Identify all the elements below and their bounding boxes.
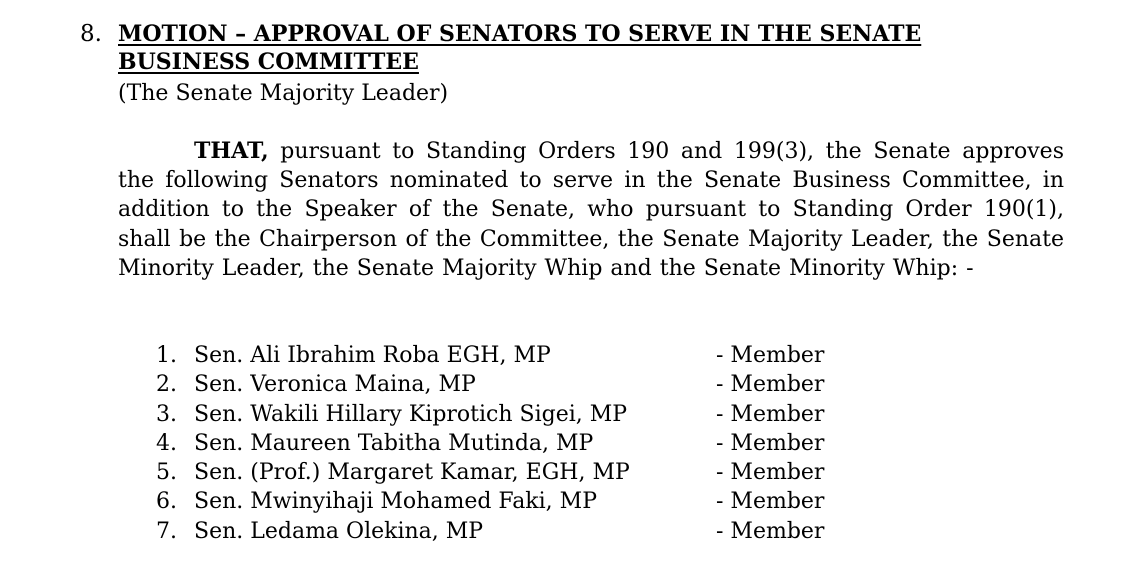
member-name: Sen. (Prof.) Margaret Kamar, EGH, MP xyxy=(194,460,630,486)
member-number: 4. xyxy=(156,430,177,456)
member-name: Sen. Mwinyihaji Mohamed Faki, MP xyxy=(194,489,597,515)
member-list xyxy=(156,341,856,546)
member-row xyxy=(156,370,856,399)
member-role: - Member xyxy=(716,401,825,427)
member-number: 2. xyxy=(156,372,177,398)
member-name: Sen. Ali Ibrahim Roba EGH, MP xyxy=(194,343,551,368)
member-number: 7. xyxy=(156,518,177,544)
member-number: 3. xyxy=(156,401,177,427)
member-role: - Member xyxy=(716,489,825,515)
member-role: - Member xyxy=(716,460,825,486)
member-name: Sen. Veronica Maina, MP xyxy=(194,372,476,398)
member-row xyxy=(156,429,856,458)
member-role: - Member xyxy=(716,372,825,398)
motion-heading-line-1: MOTION – APPROVAL OF SENATORS TO SERVE IN THE SENATE xyxy=(118,21,922,47)
member-number: 5. xyxy=(156,460,177,486)
member-row xyxy=(156,487,856,516)
motion-heading-line-2: BUSINESS COMMITTEE xyxy=(118,49,419,75)
member-role: - Member xyxy=(716,518,825,544)
motion-paragraph xyxy=(118,137,1064,283)
item-number: 8. xyxy=(80,21,102,47)
member-role: - Member xyxy=(716,343,825,368)
member-number: 6. xyxy=(156,489,177,515)
member-number: 1. xyxy=(156,343,177,368)
member-name: Sen. Ledama Olekina, MP xyxy=(194,518,484,544)
motion-heading xyxy=(118,20,1018,76)
member-row xyxy=(156,517,856,546)
member-name: Sen. Wakili Hillary Kiprotich Sigei, MP xyxy=(194,401,628,427)
member-name: Sen. Maureen Tabitha Mutinda, MP xyxy=(194,430,594,456)
member-row xyxy=(156,458,856,487)
motion-mover: (The Senate Majority Leader) xyxy=(118,81,449,106)
member-row xyxy=(156,400,856,429)
motion-body-text: pursuant to Standing Orders 190 and 199(3), the Senate approves the following Senators nominated to serve in the Senate Business Committee, in addition to the Speaker of the Senate, who pursuant to Standing Order 190(1), shall be the Chairperson of the Committee, the Senate Majority Leader, the Senate Minority Leader, the Senate Majority Whip and the Senate Minority Whip: - xyxy=(118,139,1064,281)
member-role: - Member xyxy=(716,430,825,456)
member-row xyxy=(156,341,856,370)
motion-lead-word: THAT, xyxy=(194,138,269,164)
